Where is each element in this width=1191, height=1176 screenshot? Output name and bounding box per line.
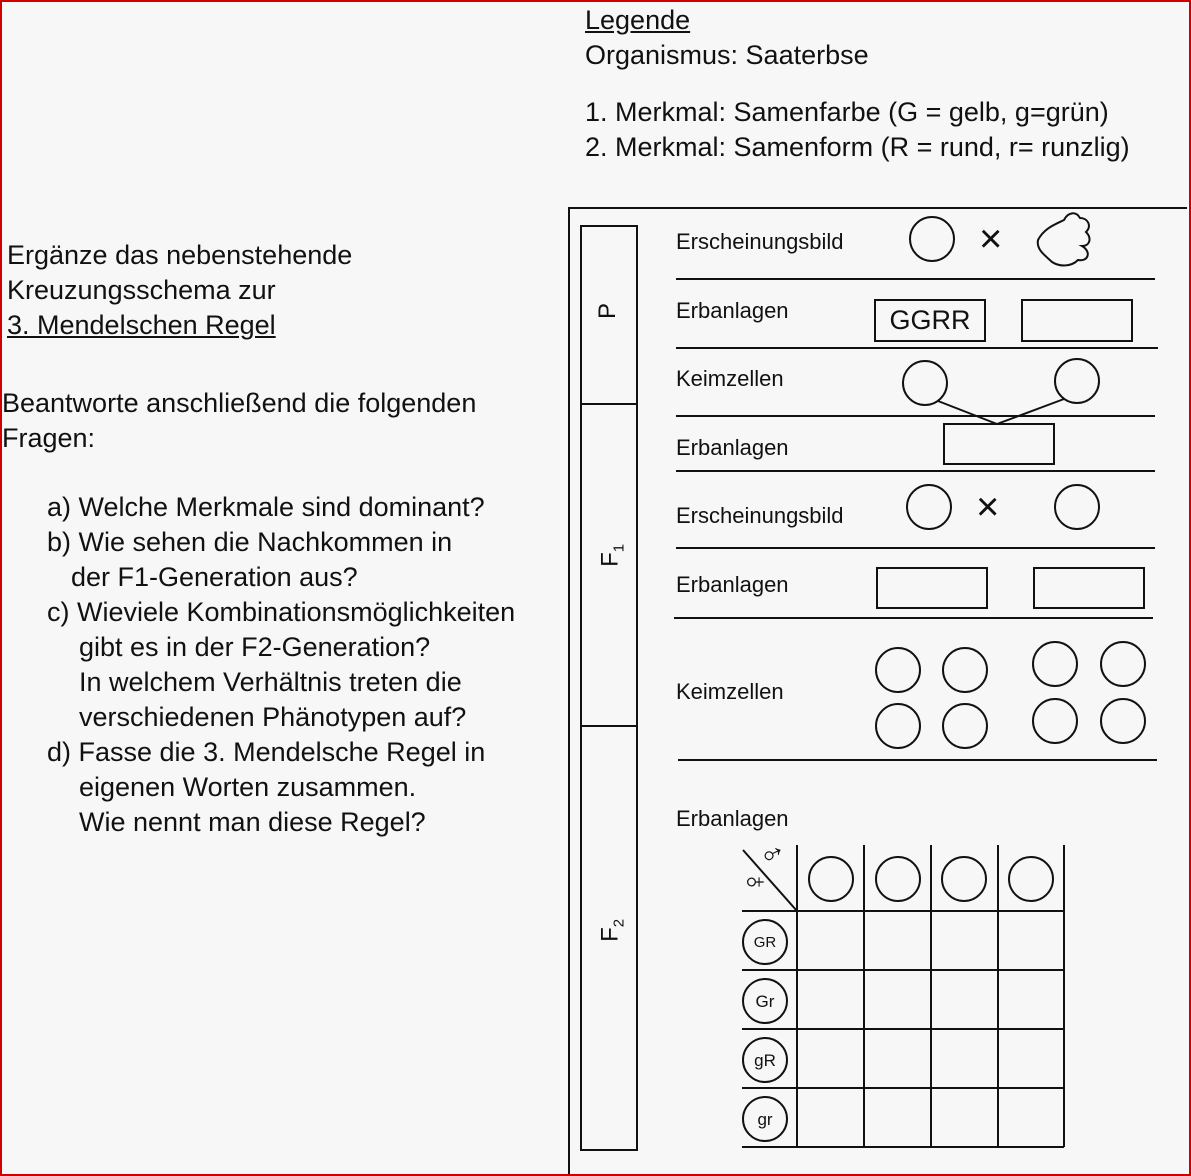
- question-c-1: c) Wieviele Kombinationsmöglichkeiten: [47, 597, 516, 627]
- fertilization-line-2: [997, 399, 1064, 424]
- punnett-row-gamete-gr-mixed: Gr: [755, 992, 775, 1011]
- generation-label-f1: [597, 533, 628, 577]
- diagram-frame: [569, 208, 1187, 1176]
- parent-gamete-2: [1055, 359, 1099, 403]
- legend-title: Legende: [585, 5, 691, 35]
- female-symbol: ♀: [736, 870, 772, 894]
- punnett-row-gamete-g-r-upper: gR: [754, 1051, 776, 1070]
- legend-organism: Organismus: Saaterbse: [585, 40, 869, 70]
- legend-trait-1: 1. Merkmal: Samenfarbe (G = gelb, g=grün): [585, 97, 1109, 127]
- f1-gamete: [1033, 699, 1077, 743]
- generation-label-f2-letter: F: [596, 927, 624, 942]
- punnett-row-gamete-gr-lower: gr: [757, 1110, 773, 1129]
- cross-symbol-p: ×: [979, 217, 1003, 261]
- task-line-1: Ergänze das nebenstehende: [7, 240, 353, 270]
- f1-genotype-box-1: [877, 568, 987, 608]
- f1-gamete: [943, 704, 987, 748]
- generation-label-f2-subscript: 2: [610, 918, 628, 928]
- row-label-gametes-p: Keimzellen: [676, 366, 784, 391]
- row-label-gametes-f1: Keimzellen: [676, 679, 784, 704]
- task-line-2: Kreuzungsschema zur: [7, 275, 276, 305]
- question-b-2: der F1-Generation aus?: [71, 562, 358, 592]
- f1-gamete: [1033, 642, 1077, 686]
- task-line-3: 3. Mendelschen Regel: [7, 310, 276, 340]
- generation-label-p: P: [594, 303, 621, 320]
- f1-genotype-box: [944, 424, 1054, 464]
- generation-label-f1-letter: F: [596, 552, 624, 567]
- parent-genotype-box-2: [1022, 300, 1132, 341]
- f1-genotype-box-2: [1034, 568, 1144, 608]
- f1-phenotype-2: [1055, 485, 1099, 529]
- row-label-genotype-f2: Erbanlagen: [676, 806, 789, 831]
- f1-gamete: [943, 648, 987, 692]
- row-label-phenotype-p: Erscheinungsbild: [676, 229, 844, 254]
- generation-column: [581, 226, 637, 1150]
- punnett-male-gamete: [876, 857, 920, 901]
- punnett-male-gamete: [1009, 857, 1053, 901]
- punnett-male-gamete: [942, 857, 986, 901]
- male-symbol: ♂: [754, 832, 790, 876]
- legend-trait-2: 2. Merkmal: Samenform (R = rund, r= runzlig): [585, 132, 1130, 162]
- question-b-1: b) Wie sehen die Nachkommen in: [47, 527, 453, 557]
- f1-gamete: [876, 648, 920, 692]
- answer-line-1: Beantworte anschließend die folgenden: [2, 388, 477, 418]
- question-d-3: Wie nennt man diese Regel?: [79, 807, 426, 837]
- f1-gamete: [1101, 699, 1145, 743]
- parent-phenotype-round-pea: [910, 217, 954, 261]
- answer-line-2: Fragen:: [2, 423, 96, 453]
- row-label-genotype-f1: Erbanlagen: [676, 435, 789, 460]
- question-d-2: eigenen Worten zusammen.: [79, 772, 417, 802]
- question-c-4: verschiedenen Phänotypen auf?: [79, 702, 467, 732]
- punnett-row-gamete-gr-upper: GR: [753, 934, 777, 951]
- generation-label-f1-subscript: 1: [610, 543, 628, 553]
- parent-phenotype-wrinkled-pea: [1038, 213, 1090, 265]
- fertilization-line-1: [938, 401, 997, 424]
- question-c-3: In welchem Verhältnis treten die: [79, 667, 462, 697]
- f1-phenotype-1: [907, 485, 951, 529]
- f1-gamete: [1101, 642, 1145, 686]
- cross-symbol-f1: ×: [976, 485, 1000, 529]
- question-a: a) Welche Merkmale sind dominant?: [47, 492, 485, 522]
- row-label-genotype-p: Erbanlagen: [676, 298, 789, 323]
- question-d-1: d) Fasse die 3. Mendelsche Regel in: [47, 737, 486, 767]
- generation-label-f2: [597, 908, 628, 952]
- punnett-male-gamete: [809, 857, 853, 901]
- question-c-2: gibt es in der F2-Generation?: [79, 632, 431, 662]
- f1-gamete: [876, 704, 920, 748]
- row-label-genotype-f1-2: Erbanlagen: [676, 572, 789, 597]
- parent-gamete-1: [903, 361, 947, 405]
- row-label-phenotype-f1: Erscheinungsbild: [676, 503, 844, 528]
- parent-genotype-label: GGRR: [889, 305, 971, 335]
